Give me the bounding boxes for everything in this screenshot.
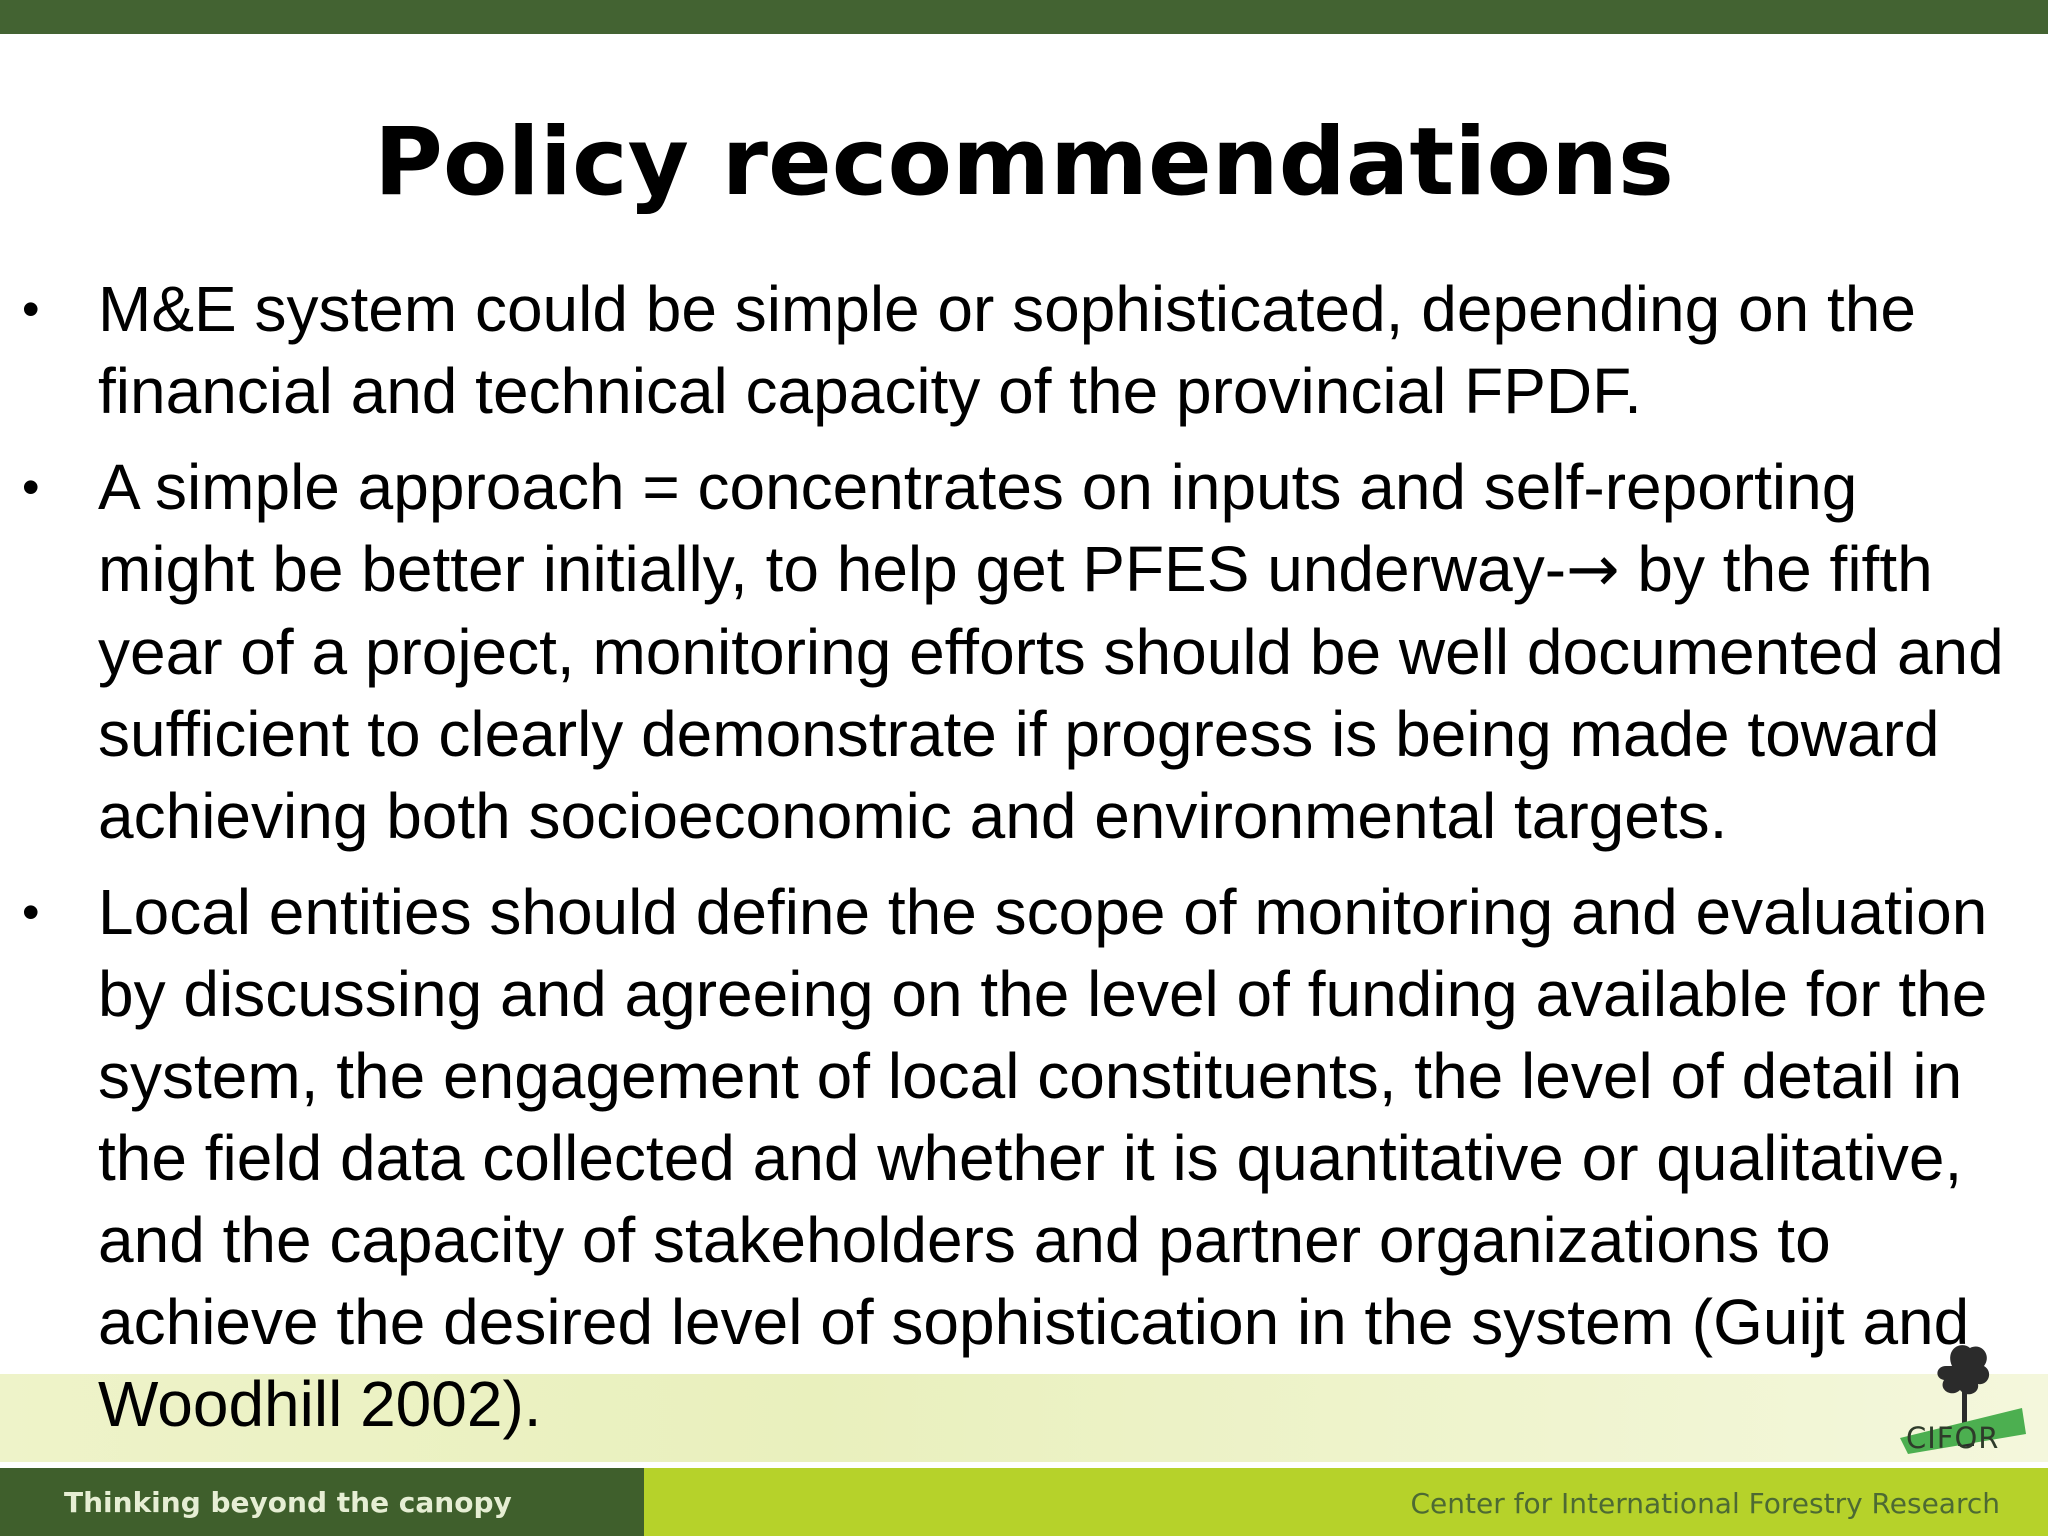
bullet-text: Local entities should define the scope of monitoring and evaluation by discussing and agreeing on the level of funding available for the system, the engagement of local constituents, the level of detail in the field data collected and whether it is quantitative or qualitative, and the capacity of stakeholders and partner organizations to achieve the desired level of sophistication in the system (Guijt and Woodhill 2002). [98,876,1988,1440]
bullet-text: A simple approach = concentrates on inputs and self-reporting might be better initially, to help get PFES underway- [98,451,1858,605]
list-item [0,268,2048,432]
bullet-text-continued: by the fifth year of a project, monitoring efforts should be well documented and sufficient to clearly demonstrate if progress is being made toward achieving both socioeconomic and environmental targets. [98,533,2004,852]
top-accent-bar [0,0,2048,34]
bullet-icon: • [22,459,40,515]
bullet-icon: • [22,281,40,337]
bullet-text: M&E system could be simple or sophisticated, depending on the financial and technical capacity of the provincial FPDF. [98,273,1916,427]
list-item [0,871,2048,1445]
list-item [0,446,2048,857]
footer-org-name: Center for International Forestry Research [1410,1487,2000,1520]
footer-tagline: Thinking beyond the canopy [64,1486,512,1519]
bullet-list [0,268,2048,1459]
slide-title: Policy recommendations [374,108,1674,217]
arrow-right-icon: → [1566,533,1620,607]
logo-text: CIFOR [1906,1421,2000,1455]
bullet-icon: • [22,884,40,940]
